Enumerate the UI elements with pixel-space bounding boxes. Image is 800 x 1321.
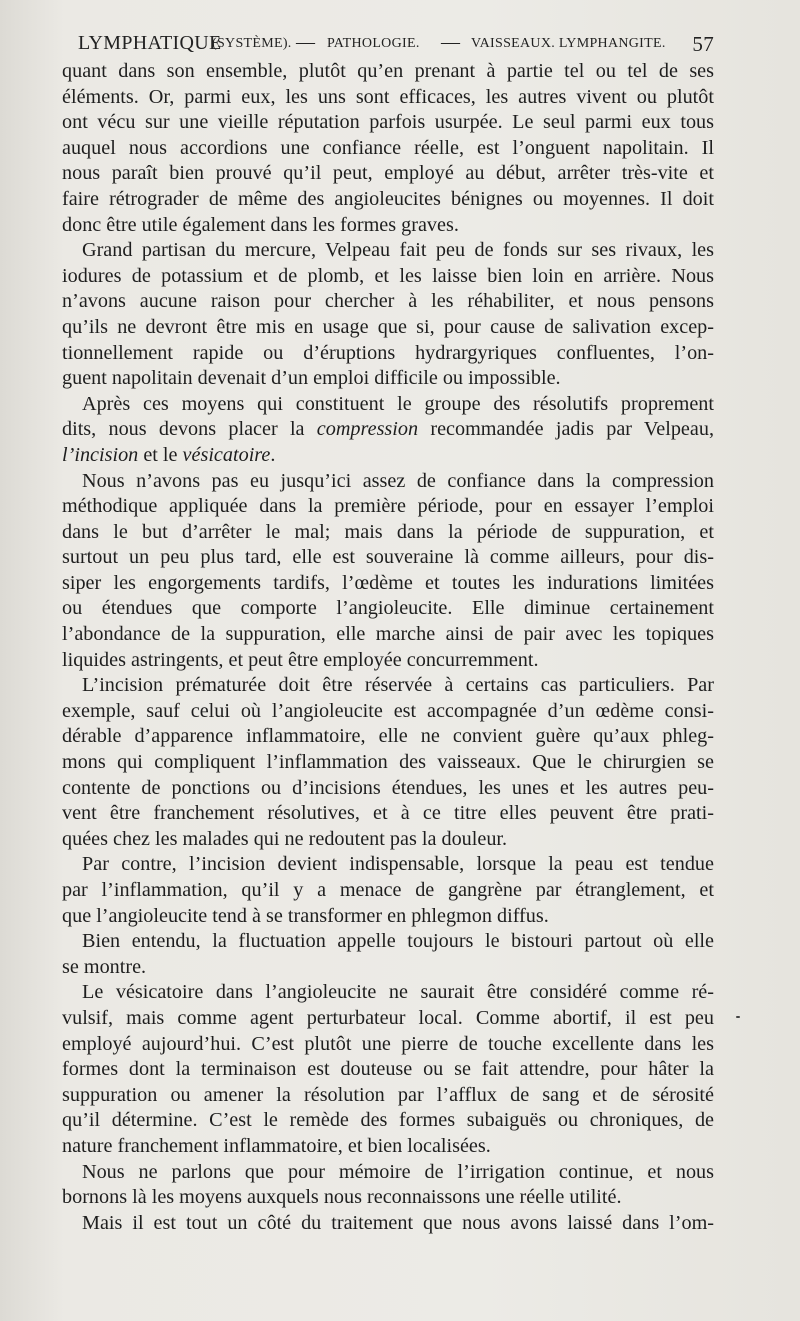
text-line: l’abondance de la suppuration, elle marche ainsi de pair avec les topiques — [62, 623, 714, 646]
text-line: éléments. Or, parmi eux, les uns sont efficaces, les autres vivent ou plutôt — [62, 85, 714, 108]
text-line: se montre. — [62, 955, 147, 978]
text-line: dans le but d’arrêter le mal; mais dans la période de suppuration, et — [62, 520, 714, 543]
text-line: que l’angioleucite tend à se transformer en phlegmon diffus. — [62, 904, 549, 927]
text-line: ont vécu sur une vieille réputation parfois usurpée. Le seul parmi eux tous — [62, 111, 714, 134]
text-line: exemple, sauf celui où l’angioleucite est accompagnée d’un œdème consi- — [62, 699, 714, 722]
running-head — [78, 30, 714, 60]
text-line: faire rétrograder de même des angioleucites bénignes ou moyennes. Il doit — [62, 187, 714, 210]
text-line: Mais il est tout un côté du traitement que nous avons laissé dans l’om- — [82, 1211, 714, 1234]
text-line: surtout un peu plus tard, elle est souveraine là comme ailleurs, pour dis- — [62, 546, 714, 569]
running-head-dash: — — [296, 32, 316, 53]
text-line: qu’ils ne devront être mis en usage que si, pour cause de salivation excep- — [62, 315, 714, 338]
text-line: vulsif, mais comme agent perturbateur local. Comme abortif, il est peu — [62, 1006, 714, 1029]
text-line: dérable d’apparence inflammatoire, elle ne convient guère qu’aux phleg- — [62, 725, 714, 748]
text-line: Après ces moyens qui constituent le groupe des résolutifs proprement — [82, 392, 714, 415]
running-head-dash: — — [441, 32, 461, 53]
running-head-subtitle: (SYSTÈME). — [212, 36, 292, 51]
text-line: nous paraît bien prouvé qu’il peut, employé au début, arrêter très-vite et — [62, 162, 714, 185]
text-line: liquides astringents, et peut être employée concurremment. — [62, 648, 539, 671]
text-line: qu’il détermine. C’est le remède des formes subaiguës ou chroniques, de — [62, 1109, 714, 1132]
text-line: quées chez les malades qui ne redoutent pas la douleur. — [62, 827, 508, 850]
text-line: dits, nous devons placer la compression recommandée jadis par Velpeau, — [62, 418, 714, 441]
text-line: auquel nous accordions une confiance réelle, est l’onguent napolitain. Il — [62, 136, 714, 159]
text-line: quant dans son ensemble, plutôt qu’en prenant à partie tel ou tel de ses — [62, 60, 714, 82]
text-line: employé aujourd’hui. C’est plutôt une pierre de touche excellente dans les — [62, 1032, 714, 1055]
text-line: contente de ponctions ou d’incisions étendues, les unes et les autres peu- — [62, 776, 714, 799]
text-line: formes dont la terminaison est douteuse ou se fait attendre, pour hâter la — [62, 1058, 714, 1081]
body-text — [62, 59, 714, 1236]
text-line: bornons là les moyens auxquels nous reconnaissons une réelle utilité. — [62, 1186, 622, 1209]
running-head-section: PATHOLOGIE. — [327, 36, 420, 51]
text-line: par l’inflammation, qu’il y a menace de gangrène par étranglement, et — [62, 879, 714, 901]
text-line: Nous ne parlons que pour mémoire de l’irrigation continue, et nous — [82, 1160, 714, 1183]
text-line: L’incision prématurée doit être réservée à certains cas particuliers. Par — [82, 674, 714, 697]
text-line: nature franchement inflammatoire, et bien localisées. — [62, 1134, 491, 1157]
text-line: Bien entendu, la fluctuation appelle toujours le bistouri partout où elle — [82, 930, 714, 953]
text-line: mons qui compliquent l’inflammation des vaisseaux. Que le chirurgien se — [62, 751, 714, 774]
text-line: tionnellement rapide ou d’éruptions hydrargyriques confluentes, l’on- — [62, 341, 714, 364]
text-line: ou étendues que comporte l’angioleucite. Elle diminue certainement — [62, 597, 714, 620]
text-line: suppuration ou amener la résolution par l’afflux de sang et de sérosité — [62, 1083, 714, 1106]
page-number: 57 — [692, 32, 714, 56]
text-line: guent napolitain devenait d’un emploi difficile ou impossible. — [62, 367, 561, 390]
running-head-title: LYMPHATIQUE — [78, 32, 222, 54]
text-line: l’incision et le vésicatoire. — [62, 443, 276, 466]
text-line: méthodique appliquée dans la première période, pour en essayer l’emploi — [62, 495, 714, 518]
text-line: n’avons aucune raison pour chercher à les réhabiliter, et nous pensons — [62, 290, 714, 313]
text-line: Grand partisan du mercure, Velpeau fait peu de fonds sur ses rivaux, les — [82, 239, 714, 262]
text-line: iodures de potassium et de plomb, et les laisse bien loin en arrière. Nous — [62, 264, 714, 287]
text-line: Nous n’avons pas eu jusqu’ici assez de confiance dans la compression — [82, 469, 714, 492]
text-line: siper les engorgements tardifs, l’œdème et toutes les indurations limitées — [62, 571, 714, 594]
text-line: vent être franchement résolutives, et à ce titre elles peuvent être prati- — [62, 802, 714, 825]
running-head-subsection: VAISSEAUX. LYMPHANGITE. — [471, 36, 666, 51]
text-line: Par contre, l’incision devient indispensable, lorsque la peau est tendue — [82, 853, 714, 876]
text-line: donc être utile également dans les formes graves. — [62, 213, 459, 236]
text-line: Le vésicatoire dans l’angioleucite ne saurait être considéré comme ré- — [82, 981, 714, 1004]
ink-speck — [736, 1016, 740, 1018]
